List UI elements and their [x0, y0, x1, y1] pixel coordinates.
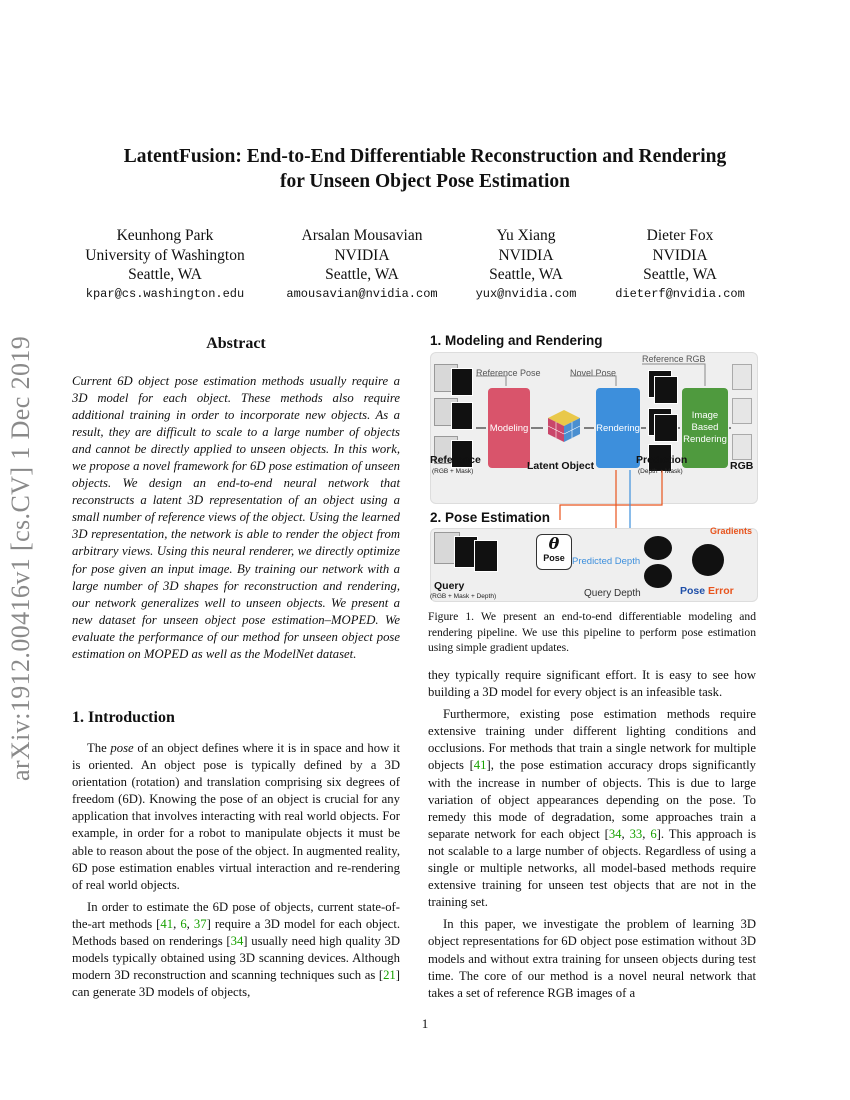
pose-error-label: Pose Error: [680, 585, 734, 597]
query-depth-label: Query Depth: [584, 588, 641, 599]
rgb-label: RGB: [730, 460, 754, 472]
figure-section-1-label: 1. Modeling and Rendering: [430, 333, 603, 348]
author-email-4[interactable]: dieterf@nvidia.com: [615, 287, 745, 301]
title-line-2: for Unseen Object Pose Estimation: [280, 171, 570, 192]
citation-link[interactable]: 41: [473, 758, 487, 773]
predicted-depth-label: Predicted Depth: [572, 556, 641, 567]
right-paragraph-2: In this paper, we investigate the problem of learning 3D object representations for 6D object pose estimation without 3D models and without extra training for unseen objects during test time. The core of our method is a novel neural network that takes a set of reference RGB images of a: [428, 917, 756, 1000]
title-line-1: LatentFusion: End-to-End Differentiable Reconstruction and Rendering: [123, 146, 727, 167]
image-based-rendering-block: Image Based Rendering: [682, 388, 728, 468]
query-depth-thumbnail: [474, 540, 498, 572]
rendering-block: Rendering: [596, 388, 640, 468]
author-block-4: [610, 226, 750, 285]
predicted-depth-thumbnail: [644, 536, 672, 560]
pose-emphasis: pose: [110, 741, 134, 755]
author-block-3: [466, 226, 586, 285]
author-block-2: [282, 226, 442, 285]
figure-1-caption: Figure 1. We present an end-to-end differentiable modeling and rendering pipeline. We use this pipeline to perform pose estimation using simple gradient updates.: [428, 610, 756, 654]
latent-object-label: Latent Object: [527, 460, 595, 472]
author-affiliation: University of Washington: [85, 246, 245, 264]
intro-paragraph-2: In order to estimate the 6D pose of objects, current state-of-the-art methods [41, 6, 37] require a 3D model for each object. Methods based on renderings [34] usually need high quality 3D models typically obtained using 3D scanning devices. Although modern 3D reconstruction and scanning techniques such as [21] can generate 3D models of objects,: [72, 899, 401, 1000]
citation-link[interactable]: 34: [608, 826, 622, 841]
query-image-stack: [434, 532, 504, 576]
author-name: Keunhong Park: [116, 227, 214, 244]
prediction-sublabel: (Depth + Mask): [638, 468, 683, 475]
novel-pose-label: Novel Pose: [570, 368, 617, 378]
author-location: Seattle, WA: [643, 266, 717, 283]
citation-link[interactable]: 41: [160, 916, 174, 931]
citation-link[interactable]: 6: [650, 826, 657, 841]
query-depth-thumbnail-small: [644, 564, 672, 588]
author-location: Seattle, WA: [128, 266, 202, 283]
pose-label: Pose: [543, 553, 565, 563]
author-location: Seattle, WA: [489, 266, 563, 283]
reference-pose-label: Reference Pose: [476, 368, 541, 378]
page-number: 1: [421, 1016, 429, 1031]
pose-error-map: [692, 544, 724, 576]
arxiv-identifier: arXiv:1912.00416v1 [cs.CV] 1 Dec 2019: [6, 335, 35, 781]
reference-sublabel: (RGB + Mask): [432, 468, 474, 475]
figure-1: [430, 330, 760, 605]
query-label: Query: [434, 580, 465, 592]
query-sublabel: (RGB + Mask + Depth): [430, 593, 497, 600]
abstract-body: Current 6D object pose estimation methods usually require a 3D model for each object. These methods also require additional training in order to incorporate new objects. As a result, they are difficult to scale to a large number of objects and cannot be directly applied to unseen objects. In this work, we propose a novel framework for 6D pose estimation of unseen objects. We design an end-to-end neural network that reconstructs a latent 3D representation of an object using a small number of reference views of the object. Using the learned 3D representation, the network is able to render the object from arbitrary views. Using this neural renderer, we directly optimize for pose given an input image. By training our network with a large number of 3D shapes for reconstruction and rendering, our network generalizes well to unseen objects. We present a new dataset for unseen object pose estimation–MOPED. We evaluate the performance of our method for unseen object pose estimation on MOPED as well as the ModelNet dataset.: [72, 374, 400, 661]
figure-section-2-label: 2. Pose Estimation: [430, 510, 551, 525]
abstract-heading: Abstract: [206, 335, 266, 352]
gradients-label: Gradients: [710, 526, 753, 536]
right-column-text: [428, 667, 756, 1002]
author-email-3[interactable]: yux@nvidia.com: [475, 287, 577, 301]
citation-link[interactable]: 6: [180, 916, 187, 931]
author-email-2[interactable]: amousavian@nvidia.com: [286, 287, 438, 301]
author-name: Arsalan Mousavian: [301, 227, 423, 244]
author-block-1: [72, 226, 258, 285]
reference-rgb-label: Reference RGB: [642, 354, 706, 364]
author-name: Yu Xiang: [496, 227, 556, 244]
introduction-heading: 1. Introduction: [72, 709, 175, 726]
right-paragraph-0: they typically require significant effort. It is easy to see how building a 3D model for every object is an infeasible task.: [428, 668, 756, 700]
citation-link[interactable]: 34: [230, 934, 244, 949]
citation-link[interactable]: 21: [383, 968, 396, 983]
prediction-label: Prediction: [636, 454, 688, 466]
intro-paragraph-1: The pose of an object defines where it is in space and how it is oriented. An object pose is typically defined by a 3D orientation (rotation) and translation comprising six degrees of freedom (6D). Knowing the pose of an object is crucial for any application that involves interacting with real world objects. For example, in order for a robot to manipulate objects it must be able to reason about the pose of the object. In augmented reality, 6D pose estimation enables virtual interaction and re-rendering of real world objects.: [72, 741, 400, 892]
author-location: Seattle, WA: [325, 266, 399, 283]
modeling-block: Modeling: [488, 388, 530, 468]
author-email-1[interactable]: kpar@cs.washington.edu: [85, 287, 245, 301]
citation-link[interactable]: 33: [629, 826, 643, 841]
theta-symbol: θ: [548, 534, 560, 553]
author-affiliation: NVIDIA: [652, 246, 708, 264]
pose-parameter-box: [536, 534, 572, 570]
author-affiliation: NVIDIA: [334, 246, 390, 264]
left-column-text: [72, 740, 400, 1001]
right-paragraph-1: Furthermore, existing pose estimation methods require extensive training under different lighting conditions and occlusions. For methods that train a single network for multiple objects [41], the pose estimation accuracy drops significantly with the increase in number of objects. This is due to large variation of object appearances depending on the pose. To remedy this mode of degradation, some approaches train a separate network for each object [34, 33, 6]. This approach is not scalable to a large number of objects. Regardless of using a single or multiple networks, all model-based methods require extensive training for unseen test objects that are not in the training set.: [428, 707, 757, 910]
paper-title: [0, 144, 850, 194]
author-name: Dieter Fox: [646, 227, 714, 244]
citation-link[interactable]: 37: [193, 916, 207, 931]
author-affiliation: NVIDIA: [498, 246, 554, 264]
reference-label: Reference: [430, 454, 481, 466]
